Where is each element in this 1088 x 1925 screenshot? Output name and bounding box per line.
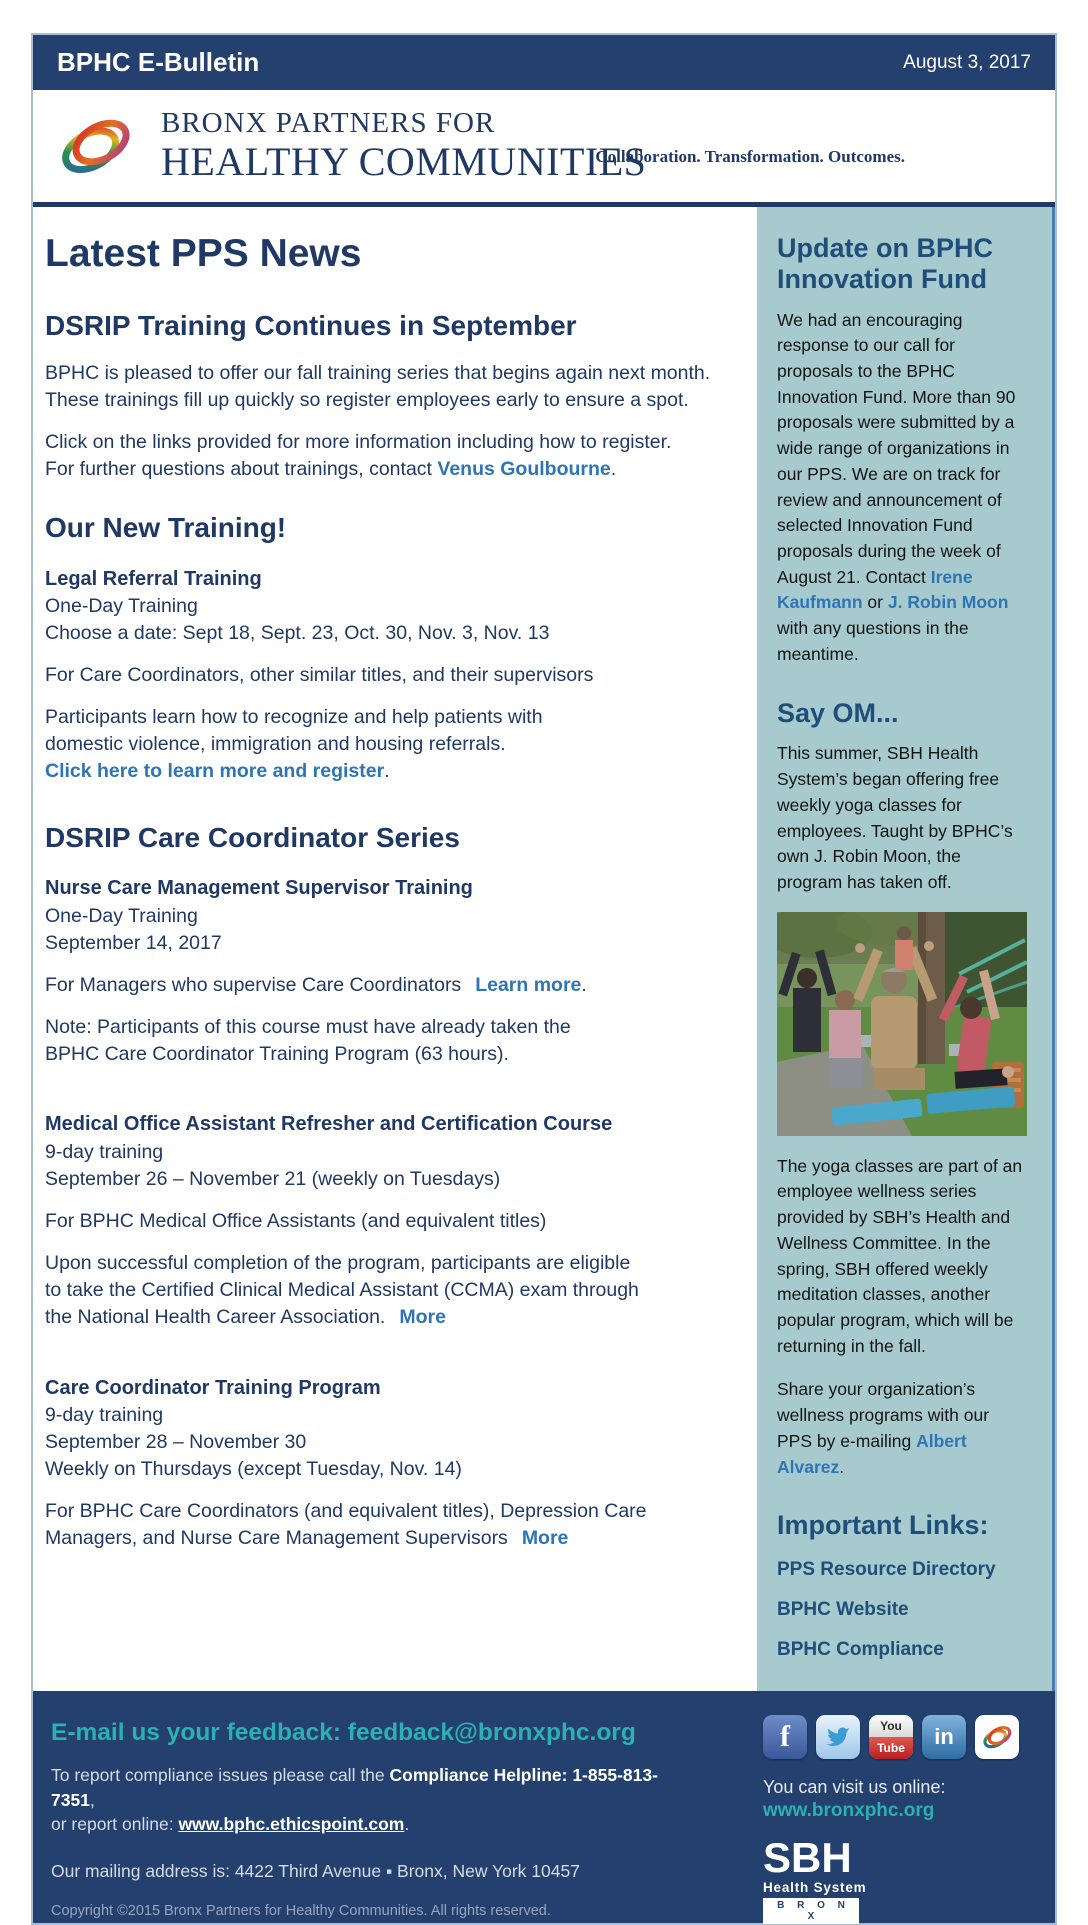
copyright-notice: Copyright ©2015 Bronx Partners for Healthy Communities. All rights reserved. (51, 1903, 551, 1920)
issue-date: August 3, 2017 (903, 51, 1031, 73)
text-line: to take the Certified Clinical Medical Assistant (CCMA) exam through (45, 1278, 639, 1301)
text-span: . (404, 1814, 410, 1835)
header-bar (33, 35, 1055, 90)
nurse-supervisor-learn-more-link[interactable]: Learn more (475, 973, 582, 996)
facebook-icon[interactable] (763, 1715, 807, 1759)
visit-online-text: You can visit us online: (763, 1777, 946, 1798)
cc-program-more-link[interactable]: More (521, 1526, 569, 1549)
paragraph (45, 1498, 729, 1552)
footer-right (763, 1715, 1019, 1924)
text-line: For BPHC Care Coordinators (and equivalent titles), Depression Care (45, 1499, 647, 1522)
compliance-text (51, 1763, 671, 1837)
text-line: Weekly on Thursdays (except Tuesday, Nov. 14) (45, 1457, 462, 1480)
text-line: For BPHC Medical Office Assistants (and equivalent titles) (45, 1209, 547, 1232)
sbh-health-system-logo (763, 1834, 1019, 1924)
page-title: Latest PPS News (45, 232, 362, 275)
brand-line-2: HEALTHY COMMUNITIES (161, 138, 647, 184)
text-line: 9-day training (45, 1141, 164, 1164)
irene-kaufmann-link[interactable]: Irene Kaufmann (777, 566, 973, 613)
text-line: September 28 – November 30 (45, 1431, 307, 1453)
bphc-social-icon[interactable] (975, 1715, 1019, 1759)
youtube-icon[interactable] (869, 1715, 913, 1759)
albert-alvarez-link[interactable]: Albert Alvarez (777, 1430, 967, 1477)
sidebar-heading-say-om: Say OM... (777, 697, 899, 728)
legal-training-register-link[interactable]: Click here to learn more and register (45, 759, 385, 782)
footer (33, 1691, 1055, 1923)
text-span: . (384, 759, 390, 782)
yoga-class-photo (777, 912, 1027, 1136)
yoga-paragraph-2 (777, 1377, 1026, 1480)
text-span: Managers, and Nurse Care Management Supervisors (45, 1526, 508, 1549)
text-span: To report compliance issues please call the (51, 1765, 390, 1786)
text-span: . (839, 1456, 845, 1477)
venus-goulbourne-link[interactable]: Venus Goulbourne (437, 458, 611, 481)
ethicspoint-link[interactable]: www.bphc.ethicspoint.com (178, 1814, 405, 1835)
text-span: , (89, 1789, 95, 1810)
sidebar-heading-innovation-fund (777, 233, 1026, 295)
brand-name (161, 108, 646, 184)
course-title-nurse-supervisor: Nurse Care Management Supervisor Training (45, 877, 473, 900)
twitter-icon[interactable] (816, 1715, 860, 1759)
sbh-logo-bronx: B R O N X (763, 1898, 859, 1924)
linkedin-glyph: in (934, 1724, 954, 1750)
section-heading-dsrip-training: DSRIP Training Continues in September (45, 309, 577, 341)
bphc-swirl-mini-icon (980, 1721, 1014, 1753)
text-span: For further questions about trainings, contact (45, 458, 438, 481)
say-om-paragraph: This summer, SBH Health System’s began offering free weekly yoga classes for employees. Taught by BPHC’s own J. Robin Moon, the program has taken off. (777, 743, 1013, 892)
yoga-paragraph-1: The yoga classes are part of an employee wellness series provided by SBH’s Health and Wellness Committee. In the spring, SBH offered weekly meditation classes, another popular program, which will be returning in the fall. (777, 1155, 1023, 1356)
text-span: We had an encouraging response to our call for proposals to the BPHC Innovation Fund. More than 90 proposals were submitted by a wide range of organizations in our PPS. We are on track for review and announcement of selected Innovation Fund proposals during the week of August 21. Contact (777, 309, 1016, 587)
text-line: September 14, 2017 (45, 931, 222, 954)
youtube-glyph-top: You (869, 1715, 913, 1737)
yoga-person-background (895, 926, 913, 970)
text-line: Click on the links provided for more information including how to register. (45, 431, 672, 454)
youtube-glyph-bottom: Tube (869, 1737, 913, 1759)
feedback-email-link[interactable]: E-mail us your feedback: feedback@bronxphc.org (51, 1719, 636, 1747)
paragraph (45, 1250, 729, 1331)
course-title-legal-referral: Legal Referral Training (45, 567, 262, 590)
bphc-swirl-logo-icon (53, 107, 137, 185)
paragraph (45, 429, 729, 483)
linkedin-icon[interactable] (922, 1715, 966, 1759)
brand-tagline: Collaboration. Transformation. Outcomes. (595, 147, 905, 166)
text-span: the National Health Career Association. (45, 1305, 386, 1328)
paragraph (45, 704, 729, 785)
text-span: . (610, 458, 617, 481)
text-line (45, 1304, 729, 1331)
text-line: Note: Participants of this course must have already taken the (45, 1015, 571, 1038)
paragraph (45, 360, 729, 414)
link-pps-resource-directory[interactable]: PPS Resource Directory (777, 1559, 996, 1581)
social-icons (763, 1715, 1019, 1759)
text-span: with any questions in the meantime. (777, 618, 969, 664)
text-line: Update on BPHC (777, 233, 993, 263)
twitter-bird-icon (824, 1723, 852, 1751)
link-bphc-compliance[interactable]: BPHC Compliance (777, 1639, 944, 1661)
text-line: These trainings fill up quickly so register employees early to ensure a spot. (45, 389, 689, 412)
j-robin-moon-link[interactable]: J. Robin Moon (887, 592, 1009, 613)
text-span: Share your organization’s wellness programs with our PPS by e-mailing (777, 1379, 990, 1451)
text-span: or (862, 592, 888, 613)
text-span: For Managers who supervise Care Coordinators (45, 973, 462, 996)
bronxphc-website-link[interactable]: www.bronxphc.org (763, 1800, 935, 1822)
text-line: One-Day Training (45, 904, 198, 927)
link-bphc-website[interactable]: BPHC Website (777, 1599, 909, 1621)
course-title-moa-refresher: Medical Office Assistant Refresher and Certification Course (45, 1113, 613, 1136)
text-span: . (581, 973, 587, 996)
email-bulletin (31, 33, 1057, 1925)
text-line: Choose a date: Sept 18, Sept. 23, Oct. 30, Nov. 3, Nov. 13 (45, 622, 550, 645)
text-line: BPHC is pleased to offer our fall training series that begins again next month. (45, 362, 711, 385)
bulletin-title: BPHC E-Bulletin (57, 47, 260, 77)
section-heading-new-training: Our New Training! (45, 512, 287, 544)
text-line: BPHC Care Coordinator Training Program (63 hours). (45, 1042, 509, 1065)
news-column (33, 207, 757, 1691)
text-line: For Care Coordinators, other similar titles, and their supervisors (45, 664, 594, 687)
text-line: 9-day training (45, 1404, 164, 1427)
sbh-logo-title: SBH (763, 1834, 852, 1882)
mailing-address: Our mailing address is: 4422 Third Avenue ▪ Bronx, New York 10457 (51, 1860, 580, 1881)
text-line: domestic violence, immigration and housing referrals. (45, 732, 506, 755)
main-content (33, 207, 1055, 1691)
section-heading-care-series: DSRIP Care Coordinator Series (45, 821, 460, 853)
paragraph (45, 1014, 729, 1068)
course-title-cc-training-program: Care Coordinator Training Program (45, 1376, 381, 1399)
moa-more-link[interactable]: More (399, 1305, 446, 1328)
text-line: September 26 – November 21 (weekly on Tuesdays) (45, 1167, 501, 1190)
text-line (45, 456, 729, 483)
text-line (45, 972, 729, 999)
facebook-glyph: f (780, 1720, 790, 1754)
text-line: One-Day Training (45, 595, 198, 618)
compliance-helpline: Compliance Helpline: 1-855-813-7351 (51, 1765, 658, 1810)
innovation-fund-paragraph (777, 308, 1026, 668)
text-line: Participants learn how to recognize and help patients with (45, 706, 543, 728)
sidebar-heading-important-links: Important Links: (777, 1510, 989, 1541)
text-line: Innovation Fund (777, 263, 987, 294)
sbh-logo-subtitle: Health System (763, 1879, 867, 1895)
text-span: or report online: (51, 1814, 179, 1835)
text-line (45, 1525, 729, 1552)
masthead (33, 90, 1055, 202)
text-line (45, 758, 729, 785)
sidebar (757, 207, 1055, 1691)
brand-line-1: BRONX PARTNERS FOR (161, 107, 496, 140)
text-line: Upon successful completion of the program, participants are eligible (45, 1251, 631, 1274)
